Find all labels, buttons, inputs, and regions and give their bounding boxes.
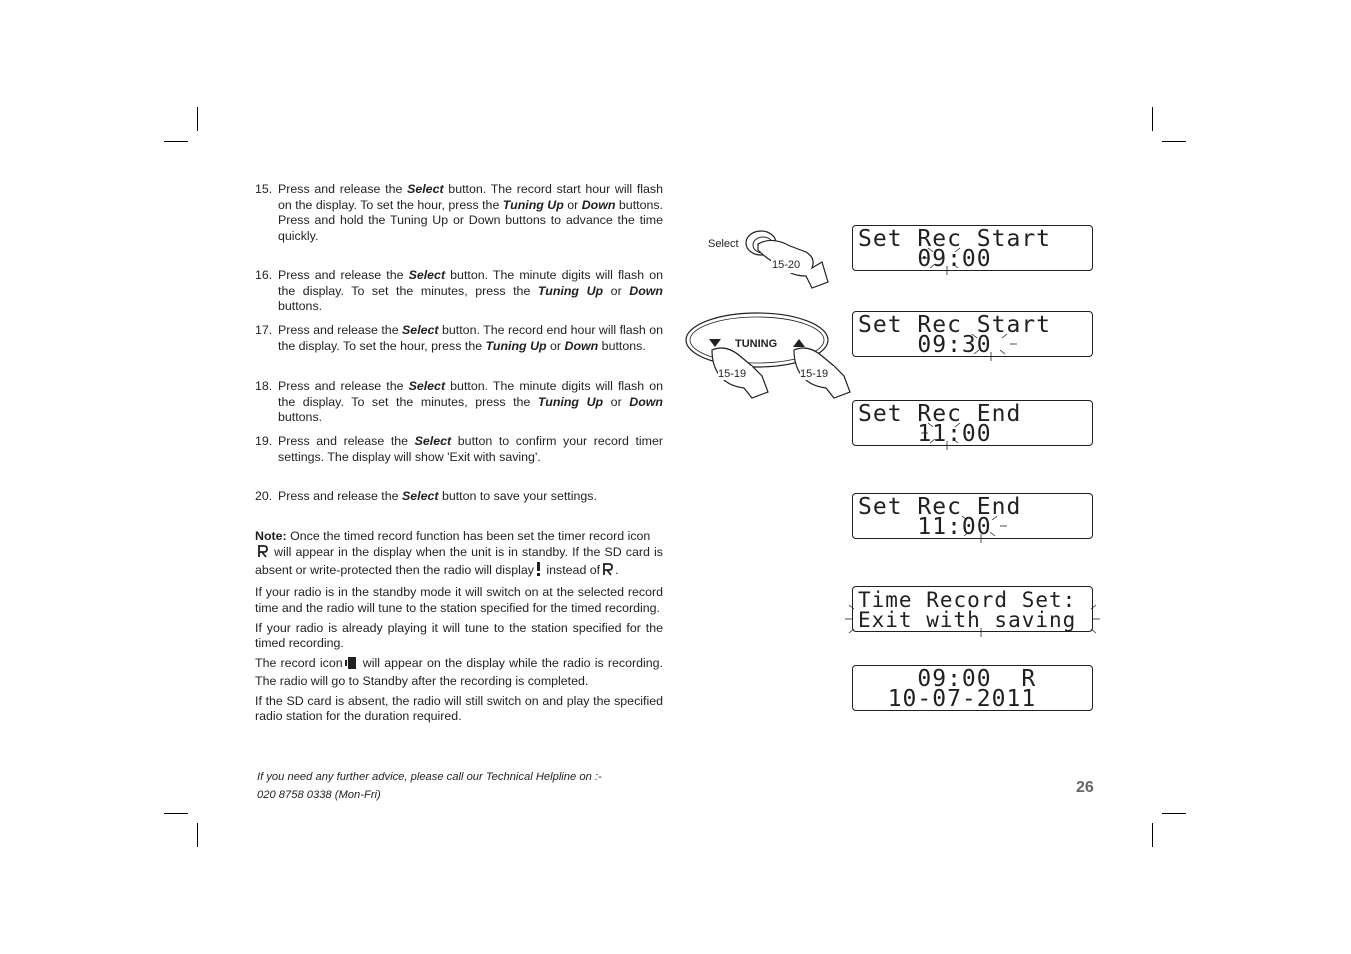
- lcd-line-1: Set Rec End: [858, 494, 1022, 520]
- note-paragraph: If the SD card is absent, the radio will still switch on and play the specified radio station for the duration required.: [255, 693, 663, 723]
- lcd-line-2: Exit with saving: [858, 608, 1077, 632]
- tuning-callout-left: 15-19: [718, 368, 747, 380]
- helpline-text: If you need any further advice, please call our Technical Helpline on :-: [257, 771, 602, 783]
- flash-marks-icon: [972, 334, 1017, 361]
- lcd-line-2: 09:30: [858, 332, 992, 358]
- note-paragraph: If your radio is already playing it will tune to the station specified for the timed recording.: [255, 620, 663, 650]
- tuning-callout-right: 15-19: [800, 368, 829, 380]
- lcd-line-1: 09:00 R: [858, 666, 1037, 692]
- flash-marks-icon: [921, 248, 960, 275]
- page-number: 26: [1076, 779, 1094, 796]
- note-label: Note:: [255, 529, 287, 543]
- flash-marks-icon: [962, 516, 1007, 543]
- helpline-phone: 020 8758 0338 (Mon-Fri): [257, 789, 381, 801]
- step-text: Press and release the Select button. The minute digits will flash on the display. To set the minutes, press the Tuning Up or Down buttons.: [278, 268, 664, 313]
- lcd-line-1: Time Record Set:: [858, 588, 1077, 612]
- flash-marks-icon: [921, 423, 960, 450]
- note-paragraph: The record icon will appear on the display while the radio is recording. The radio will go to Standby after the recording is completed.: [255, 656, 663, 688]
- select-callout: 15-20: [772, 259, 801, 271]
- lcd-line-1: Set Rec Start: [858, 312, 1052, 338]
- lcd-line-1: Set Rec End: [858, 401, 1022, 427]
- step-number: 16.: [255, 268, 273, 282]
- note-paragraph: Note: Once the timed record function has been set the timer record icon will appear in the display when the unit is in standby. If the SD card is absent or write-protected then the radio will display instead of .: [255, 529, 663, 581]
- select-label: Select: [708, 238, 739, 250]
- step-text: Press and release the Select button. The minute digits will flash on the display. To set the minutes, press the Tuning Up or Down buttons.: [278, 379, 664, 424]
- lcd-line-1: Set Rec Start: [858, 226, 1052, 252]
- tuning-label: TUNING: [735, 338, 778, 350]
- step-text: Press and release the Select button to save your settings.: [278, 489, 597, 503]
- step-text: Press and release the Select button. The record start hour will flash on the display. To set the hour, press the Tuning Up or Down buttons. Press and hold the Tuning Up or Down buttons to advance the time quickly.: [278, 182, 664, 243]
- flash-marks-icon: [845, 605, 1100, 637]
- lcd-line-2: 09:00: [858, 246, 992, 272]
- step-text: Press and release the Select button. The record end hour will flash on the display. To set the hour, press the Tuning Up or Down buttons.: [278, 323, 663, 353]
- lcd-line-2: 10-07-2011: [858, 686, 1037, 712]
- lcd-line-2: 11:00: [858, 421, 992, 447]
- note-paragraph: If your radio is in the standby mode it will switch on at the selected record time and the radio will tune to the station specified for the timed recording.: [255, 585, 663, 615]
- lcd-line-2: 11:00: [858, 514, 992, 540]
- step-text: Press and release the Select button to confirm your record timer settings. The display will show 'Exit with saving'.: [278, 434, 663, 464]
- step-number: 17.: [255, 323, 273, 337]
- step-number: 19.: [255, 434, 273, 448]
- step-number: 15.: [255, 182, 273, 196]
- step-number: 18.: [255, 379, 273, 393]
- step-number: 20.: [255, 489, 273, 503]
